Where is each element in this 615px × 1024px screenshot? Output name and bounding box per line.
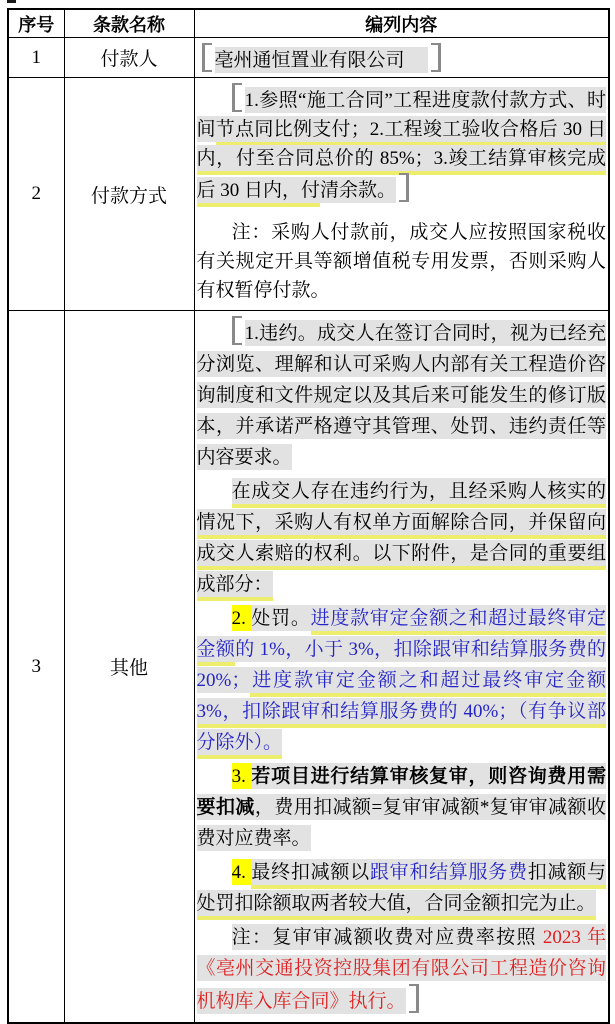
text-run: 处罚。 bbox=[251, 605, 310, 631]
text-run: 的 1%，小于 3%，扣除跟审和结算服务费的 20%； bbox=[197, 636, 607, 693]
row-number-cell: 3 bbox=[8, 311, 64, 1024]
paragraph bbox=[197, 83, 607, 205]
clause-name-cell: 付款人 bbox=[64, 38, 194, 78]
paragraph bbox=[197, 476, 607, 600]
paragraph bbox=[197, 218, 607, 305]
text-run: 注：采购人付款前，成交人应按照国家税收有关规定开具等额增值税专用发票，否则采购人有权暂停付款。 bbox=[196, 222, 606, 301]
clause-name-cell: 其他 bbox=[64, 311, 194, 1024]
content-control-close-bracket-icon bbox=[431, 43, 441, 72]
text-run: 在成交人存在违约行为，且经采购人核实的情况下，采购人有权单方面解除合同，并保留向成交人索赔的权利。以下附件，是合同的重要组成部分： bbox=[197, 478, 607, 601]
page-top-mark bbox=[7, 0, 16, 3]
paragraph bbox=[197, 922, 607, 1017]
text-run: 若项目进行结算审核复审，则咨询费用需要扣减 bbox=[197, 763, 607, 820]
text-run: 节点同比例支付；2.工程竣工验收合格后 30 日内，付至合同总价的 85%；3.竣工结算审核完成后 30 日内，付 bbox=[197, 116, 607, 207]
row-number-cell: 1 bbox=[8, 38, 64, 78]
contract-terms-table bbox=[7, 8, 610, 1024]
paragraph bbox=[197, 857, 607, 919]
paragraph bbox=[197, 761, 607, 854]
content-control-close-bracket-icon bbox=[409, 984, 419, 1013]
paragraph bbox=[202, 43, 607, 72]
row-number-cell: 2 bbox=[8, 78, 64, 311]
clause-content-cell bbox=[194, 311, 609, 1024]
header-cell-serial-number: 序号 bbox=[8, 9, 64, 38]
text-run: 3. bbox=[232, 763, 252, 789]
text-run: 注：复审审减额收费对应费率按照 bbox=[232, 924, 543, 950]
text-run: 扣减额与处罚扣除额取两者较大值，合同金额扣完为止。 bbox=[197, 859, 607, 920]
text-run: 1.参照“施工合同”工程进度款付款方式、时间 bbox=[197, 87, 607, 142]
text-run: 亳州通恒置业有限公司 bbox=[215, 47, 429, 73]
content-control-open-bracket-icon bbox=[232, 316, 242, 345]
text-run: 最终扣减额以 bbox=[251, 859, 369, 889]
text-run: 清余款。 bbox=[320, 177, 396, 203]
text-run: 4. bbox=[232, 859, 252, 885]
text-run: 2023 年《亳州交通投资控股集团有限公司工程造价咨询机构库入库合同》执行。 bbox=[197, 924, 607, 1014]
table-body bbox=[8, 38, 609, 1024]
text-run: 1.违约。成交人在签订合同时，视为已经充分浏览、理解和认可采购人内部有关工程造价咨询制度和文件规定以及其后来可能发生的修订版本，并承诺严格遵守其管理、处罚、违约责任等内容要求。 bbox=[197, 320, 607, 470]
text-run: 2. bbox=[232, 605, 252, 631]
text-run: 跟审和结算服务费 bbox=[370, 859, 528, 889]
text-run: 进度款审定金额之和超过最终审定金额 bbox=[197, 605, 607, 666]
content-control-close-bracket-icon bbox=[399, 173, 409, 202]
content-control-open-bracket-icon bbox=[232, 83, 242, 112]
header-cell-content: 编列内容 bbox=[194, 9, 609, 38]
clause-name-cell: 付款方式 bbox=[64, 78, 194, 311]
table-row bbox=[8, 38, 609, 78]
content-control-open-bracket-icon bbox=[202, 43, 212, 72]
paragraph bbox=[197, 316, 607, 473]
clause-content-cell bbox=[194, 38, 609, 78]
clause-content-cell bbox=[194, 78, 609, 311]
text-run: ，费用扣减额=复审审减额*复审审减额收费对应费率。 bbox=[197, 794, 607, 851]
paragraph bbox=[197, 603, 607, 758]
table-row bbox=[8, 78, 609, 311]
text-run: 进度款审定金额之和超过最终审定金额 3%，扣除跟审和结算服务费的 40%；（有争议部分除外）。 bbox=[197, 667, 607, 759]
header-cell-clause-name: 条款名称 bbox=[64, 9, 194, 38]
table-row bbox=[8, 311, 609, 1024]
table-header-row bbox=[8, 9, 609, 38]
